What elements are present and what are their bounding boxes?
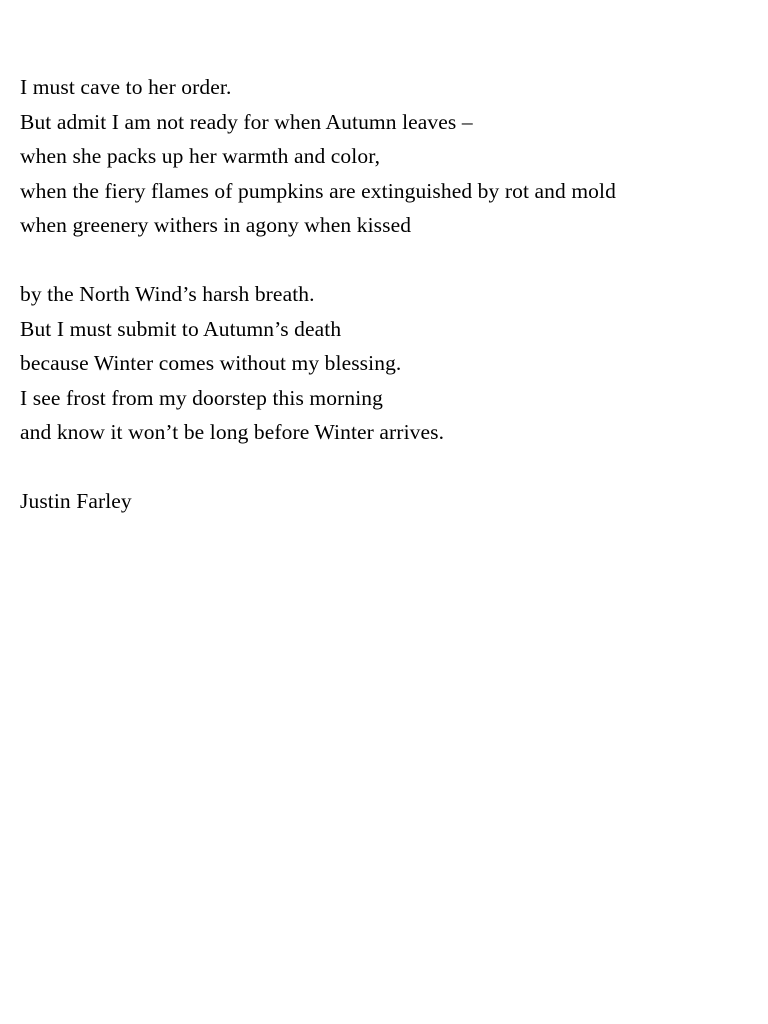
poem-line: because Winter comes without my blessing. [20, 351, 402, 375]
poem-stanza-1 [20, 70, 740, 243]
poem-line: and know it won’t be long before Winter arrives. [20, 420, 445, 444]
poem-line: I must cave to her order. [20, 75, 232, 99]
author-byline: Justin Farley [20, 489, 132, 513]
poem-line: But I must submit to Autumn’s death [20, 316, 342, 341]
poem-line: when greenery withers in agony when kissed [20, 213, 412, 237]
poem-line: by the North Wind’s harsh breath. [20, 282, 315, 306]
poem-line: I see frost from my doorstep this morning [20, 385, 383, 410]
poem-body [20, 70, 740, 519]
poem-stanza-2 [20, 277, 740, 450]
poem-line: when the fiery flames of pumpkins are extinguished by rot and mold [20, 178, 616, 203]
poem-line: But admit I am not ready for when Autumn leaves – [20, 109, 473, 134]
poem-line: when she packs up her warmth and color, [20, 144, 381, 168]
